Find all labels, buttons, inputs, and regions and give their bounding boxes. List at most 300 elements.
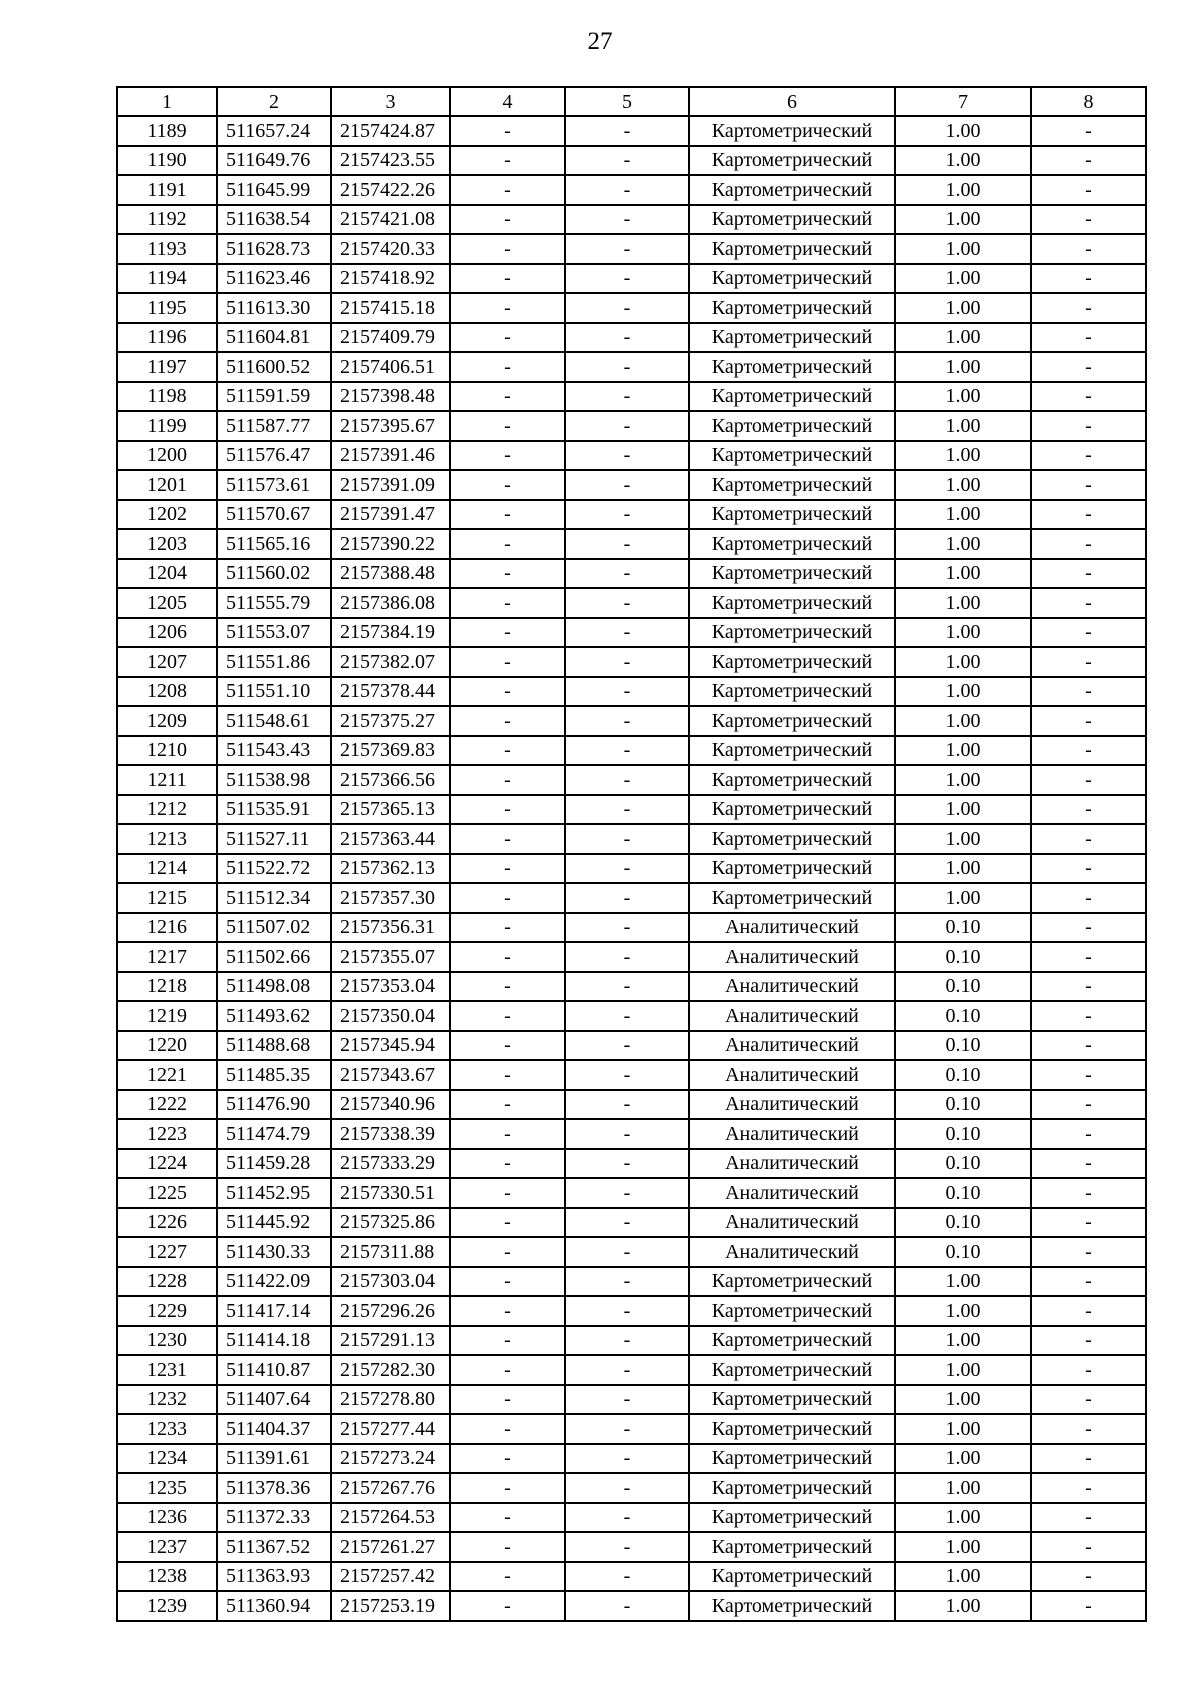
accuracy-cell: 1.00 [895, 765, 1031, 795]
accuracy-cell: 1.00 [895, 1385, 1031, 1415]
table-row [117, 205, 1146, 235]
column-5-cell: - [565, 529, 689, 559]
column-4-cell: - [450, 352, 565, 382]
y-coordinate-cell: 2157257.42 [331, 1562, 450, 1592]
point-number-cell: 1235 [117, 1473, 217, 1503]
column-8-cell: - [1031, 264, 1146, 294]
y-coordinate-cell: 2157384.19 [331, 618, 450, 648]
column-8-cell: - [1031, 175, 1146, 205]
column-4-cell: - [450, 1562, 565, 1592]
column-4-cell: - [450, 913, 565, 943]
column-4-cell: - [450, 382, 565, 412]
x-coordinate-cell: 511417.14 [217, 1296, 331, 1326]
point-number-cell: 1216 [117, 913, 217, 943]
method-cell: Аналитический [689, 1178, 895, 1208]
accuracy-cell: 0.10 [895, 1090, 1031, 1120]
column-5-cell: - [565, 205, 689, 235]
y-coordinate-cell: 2157356.31 [331, 913, 450, 943]
column-4-cell: - [450, 559, 565, 589]
column-4-cell: - [450, 618, 565, 648]
point-number-cell: 1200 [117, 441, 217, 471]
column-5-cell: - [565, 736, 689, 766]
column-5-cell: - [565, 1414, 689, 1444]
table-row [117, 1119, 1146, 1149]
column-4-cell: - [450, 854, 565, 884]
column-4-cell: - [450, 1532, 565, 1562]
accuracy-cell: 1.00 [895, 323, 1031, 353]
column-8-cell: - [1031, 854, 1146, 884]
table-row [117, 972, 1146, 1002]
y-coordinate-cell: 2157409.79 [331, 323, 450, 353]
y-coordinate-cell: 2157338.39 [331, 1119, 450, 1149]
column-8-cell: - [1031, 883, 1146, 913]
column-4-cell: - [450, 1591, 565, 1621]
y-coordinate-cell: 2157365.13 [331, 795, 450, 825]
method-cell: Картометрический [689, 1414, 895, 1444]
method-cell: Картометрический [689, 323, 895, 353]
column-4-cell: - [450, 1208, 565, 1238]
column-4-cell: - [450, 1503, 565, 1533]
x-coordinate-cell: 511600.52 [217, 352, 331, 382]
y-coordinate-cell: 2157418.92 [331, 264, 450, 294]
y-coordinate-cell: 2157420.33 [331, 234, 450, 264]
column-4-cell: - [450, 323, 565, 353]
point-number-cell: 1193 [117, 234, 217, 264]
point-number-cell: 1191 [117, 175, 217, 205]
x-coordinate-cell: 511367.52 [217, 1532, 331, 1562]
y-coordinate-cell: 2157357.30 [331, 883, 450, 913]
y-coordinate-cell: 2157398.48 [331, 382, 450, 412]
column-4-cell: - [450, 647, 565, 677]
method-cell: Картометрический [689, 175, 895, 205]
table-row [117, 234, 1146, 264]
column-4-cell: - [450, 529, 565, 559]
y-coordinate-cell: 2157303.04 [331, 1267, 450, 1297]
column-8-cell: - [1031, 1532, 1146, 1562]
column-4-cell: - [450, 1473, 565, 1503]
column-4-cell: - [450, 264, 565, 294]
point-number-cell: 1237 [117, 1532, 217, 1562]
column-8-cell: - [1031, 441, 1146, 471]
method-cell: Картометрический [689, 736, 895, 766]
x-coordinate-cell: 511649.76 [217, 146, 331, 176]
y-coordinate-cell: 2157406.51 [331, 352, 450, 382]
column-8-cell: - [1031, 795, 1146, 825]
table-row [117, 1385, 1146, 1415]
column-5-cell: - [565, 1119, 689, 1149]
x-coordinate-cell: 511538.98 [217, 765, 331, 795]
column-5-cell: - [565, 1385, 689, 1415]
accuracy-cell: 1.00 [895, 146, 1031, 176]
x-coordinate-cell: 511576.47 [217, 441, 331, 471]
method-cell: Картометрический [689, 1591, 895, 1621]
y-coordinate-cell: 2157388.48 [331, 559, 450, 589]
method-cell: Картометрический [689, 883, 895, 913]
point-number-cell: 1198 [117, 382, 217, 412]
column-8-cell: - [1031, 1001, 1146, 1031]
x-coordinate-cell: 511551.86 [217, 647, 331, 677]
column-4-cell: - [450, 234, 565, 264]
x-coordinate-cell: 511378.36 [217, 1473, 331, 1503]
column-5-cell: - [565, 1355, 689, 1385]
method-cell: Картометрический [689, 706, 895, 736]
column-5-cell: - [565, 1031, 689, 1061]
column-4-cell: - [450, 1267, 565, 1297]
accuracy-cell: 1.00 [895, 736, 1031, 766]
y-coordinate-cell: 2157343.67 [331, 1060, 450, 1090]
y-coordinate-cell: 2157386.08 [331, 588, 450, 618]
y-coordinate-cell: 2157362.13 [331, 854, 450, 884]
table-row [117, 1562, 1146, 1592]
point-number-cell: 1190 [117, 146, 217, 176]
column-5-cell: - [565, 913, 689, 943]
column-8-cell: - [1031, 1119, 1146, 1149]
y-coordinate-cell: 2157273.24 [331, 1444, 450, 1474]
column-4-cell: - [450, 1001, 565, 1031]
column-4-cell: - [450, 1031, 565, 1061]
point-number-cell: 1199 [117, 411, 217, 441]
table-row [117, 883, 1146, 913]
column-4-cell: - [450, 175, 565, 205]
column-5-cell: - [565, 1001, 689, 1031]
x-coordinate-cell: 511551.10 [217, 677, 331, 707]
column-8-cell: - [1031, 529, 1146, 559]
column-4-cell: - [450, 824, 565, 854]
y-coordinate-cell: 2157353.04 [331, 972, 450, 1002]
x-coordinate-cell: 511498.08 [217, 972, 331, 1002]
y-coordinate-cell: 2157340.96 [331, 1090, 450, 1120]
column-4-cell: - [450, 795, 565, 825]
column-5-cell: - [565, 824, 689, 854]
table-row [117, 1208, 1146, 1238]
accuracy-cell: 0.10 [895, 1149, 1031, 1179]
accuracy-cell: 1.00 [895, 883, 1031, 913]
table-row [117, 411, 1146, 441]
method-cell: Аналитический [689, 913, 895, 943]
table-row [117, 1237, 1146, 1267]
y-coordinate-cell: 2157378.44 [331, 677, 450, 707]
column-5-cell: - [565, 883, 689, 913]
point-number-cell: 1201 [117, 470, 217, 500]
column-header: 5 [565, 87, 689, 116]
column-8-cell: - [1031, 677, 1146, 707]
column-4-cell: - [450, 500, 565, 530]
table-row [117, 942, 1146, 972]
column-5-cell: - [565, 942, 689, 972]
table-row [117, 618, 1146, 648]
method-cell: Картометрический [689, 1444, 895, 1474]
table-row [117, 1473, 1146, 1503]
column-8-cell: - [1031, 470, 1146, 500]
table-row [117, 588, 1146, 618]
x-coordinate-cell: 511507.02 [217, 913, 331, 943]
y-coordinate-cell: 2157363.44 [331, 824, 450, 854]
column-8-cell: - [1031, 1178, 1146, 1208]
method-cell: Картометрический [689, 1385, 895, 1415]
table-row [117, 854, 1146, 884]
table-row [117, 352, 1146, 382]
accuracy-cell: 0.10 [895, 1031, 1031, 1061]
point-number-cell: 1196 [117, 323, 217, 353]
column-5-cell: - [565, 411, 689, 441]
point-number-cell: 1225 [117, 1178, 217, 1208]
table-row [117, 736, 1146, 766]
table-row [117, 1591, 1146, 1621]
table-row [117, 824, 1146, 854]
method-cell: Картометрический [689, 146, 895, 176]
method-cell: Аналитический [689, 1208, 895, 1238]
x-coordinate-cell: 511613.30 [217, 293, 331, 323]
point-number-cell: 1208 [117, 677, 217, 707]
method-cell: Картометрический [689, 647, 895, 677]
column-5-cell: - [565, 1591, 689, 1621]
column-8-cell: - [1031, 382, 1146, 412]
point-number-cell: 1236 [117, 1503, 217, 1533]
accuracy-cell: 1.00 [895, 1414, 1031, 1444]
point-number-cell: 1234 [117, 1444, 217, 1474]
x-coordinate-cell: 511363.93 [217, 1562, 331, 1592]
x-coordinate-cell: 511573.61 [217, 470, 331, 500]
x-coordinate-cell: 511555.79 [217, 588, 331, 618]
column-5-cell: - [565, 1562, 689, 1592]
point-number-cell: 1223 [117, 1119, 217, 1149]
table-row [117, 795, 1146, 825]
y-coordinate-cell: 2157375.27 [331, 706, 450, 736]
column-8-cell: - [1031, 618, 1146, 648]
point-number-cell: 1192 [117, 205, 217, 235]
point-number-cell: 1195 [117, 293, 217, 323]
table-row [117, 913, 1146, 943]
table-row [117, 765, 1146, 795]
column-8-cell: - [1031, 1355, 1146, 1385]
y-coordinate-cell: 2157333.29 [331, 1149, 450, 1179]
method-cell: Картометрический [689, 854, 895, 884]
column-4-cell: - [450, 588, 565, 618]
point-number-cell: 1238 [117, 1562, 217, 1592]
column-5-cell: - [565, 1178, 689, 1208]
column-header: 1 [117, 87, 217, 116]
column-8-cell: - [1031, 1444, 1146, 1474]
column-5-cell: - [565, 1326, 689, 1356]
x-coordinate-cell: 511587.77 [217, 411, 331, 441]
table-row [117, 1178, 1146, 1208]
accuracy-cell: 1.00 [895, 441, 1031, 471]
column-4-cell: - [450, 883, 565, 913]
column-5-cell: - [565, 293, 689, 323]
accuracy-cell: 1.00 [895, 529, 1031, 559]
point-number-cell: 1205 [117, 588, 217, 618]
method-cell: Картометрический [689, 529, 895, 559]
column-4-cell: - [450, 441, 565, 471]
method-cell: Картометрический [689, 795, 895, 825]
method-cell: Картометрический [689, 1326, 895, 1356]
column-4-cell: - [450, 205, 565, 235]
column-8-cell: - [1031, 234, 1146, 264]
y-coordinate-cell: 2157253.19 [331, 1591, 450, 1621]
y-coordinate-cell: 2157350.04 [331, 1001, 450, 1031]
x-coordinate-cell: 511474.79 [217, 1119, 331, 1149]
table-row [117, 146, 1146, 176]
column-5-cell: - [565, 1208, 689, 1238]
point-number-cell: 1204 [117, 559, 217, 589]
table-body [117, 116, 1146, 1621]
point-number-cell: 1231 [117, 1355, 217, 1385]
x-coordinate-cell: 511410.87 [217, 1355, 331, 1385]
point-number-cell: 1212 [117, 795, 217, 825]
table-row [117, 441, 1146, 471]
column-5-cell: - [565, 559, 689, 589]
column-8-cell: - [1031, 1503, 1146, 1533]
column-8-cell: - [1031, 411, 1146, 441]
x-coordinate-cell: 511445.92 [217, 1208, 331, 1238]
coordinates-table [116, 86, 1147, 1622]
method-cell: Картометрический [689, 264, 895, 294]
column-5-cell: - [565, 470, 689, 500]
column-8-cell: - [1031, 500, 1146, 530]
accuracy-cell: 1.00 [895, 205, 1031, 235]
table-row [117, 1090, 1146, 1120]
method-cell: Аналитический [689, 972, 895, 1002]
accuracy-cell: 1.00 [895, 677, 1031, 707]
column-5-cell: - [565, 588, 689, 618]
y-coordinate-cell: 2157325.86 [331, 1208, 450, 1238]
method-cell: Картометрический [689, 411, 895, 441]
method-cell: Картометрический [689, 470, 895, 500]
point-number-cell: 1227 [117, 1237, 217, 1267]
y-coordinate-cell: 2157391.47 [331, 500, 450, 530]
point-number-cell: 1226 [117, 1208, 217, 1238]
method-cell: Картометрический [689, 382, 895, 412]
column-4-cell: - [450, 411, 565, 441]
accuracy-cell: 1.00 [895, 1296, 1031, 1326]
column-5-cell: - [565, 116, 689, 146]
table-row [117, 500, 1146, 530]
point-number-cell: 1218 [117, 972, 217, 1002]
column-8-cell: - [1031, 1237, 1146, 1267]
column-8-cell: - [1031, 1149, 1146, 1179]
accuracy-cell: 1.00 [895, 1267, 1031, 1297]
table-row [117, 1296, 1146, 1326]
method-cell: Картометрический [689, 588, 895, 618]
method-cell: Картометрический [689, 1267, 895, 1297]
x-coordinate-cell: 511502.66 [217, 942, 331, 972]
x-coordinate-cell: 511404.37 [217, 1414, 331, 1444]
column-5-cell: - [565, 765, 689, 795]
method-cell: Картометрический [689, 500, 895, 530]
method-cell: Аналитический [689, 1149, 895, 1179]
accuracy-cell: 1.00 [895, 706, 1031, 736]
method-cell: Картометрический [689, 677, 895, 707]
y-coordinate-cell: 2157422.26 [331, 175, 450, 205]
x-coordinate-cell: 511430.33 [217, 1237, 331, 1267]
accuracy-cell: 1.00 [895, 1591, 1031, 1621]
column-4-cell: - [450, 677, 565, 707]
column-5-cell: - [565, 382, 689, 412]
y-coordinate-cell: 2157291.13 [331, 1326, 450, 1356]
table-row [117, 1031, 1146, 1061]
column-5-cell: - [565, 1060, 689, 1090]
table-header-row [117, 87, 1146, 116]
column-4-cell: - [450, 1149, 565, 1179]
x-coordinate-cell: 511565.16 [217, 529, 331, 559]
column-8-cell: - [1031, 146, 1146, 176]
column-5-cell: - [565, 146, 689, 176]
column-4-cell: - [450, 1119, 565, 1149]
column-8-cell: - [1031, 1060, 1146, 1090]
point-number-cell: 1203 [117, 529, 217, 559]
x-coordinate-cell: 511604.81 [217, 323, 331, 353]
column-8-cell: - [1031, 1296, 1146, 1326]
method-cell: Картометрический [689, 1503, 895, 1533]
column-5-cell: - [565, 1532, 689, 1562]
column-4-cell: - [450, 765, 565, 795]
column-8-cell: - [1031, 1473, 1146, 1503]
column-4-cell: - [450, 736, 565, 766]
column-8-cell: - [1031, 559, 1146, 589]
column-5-cell: - [565, 1473, 689, 1503]
column-4-cell: - [450, 293, 565, 323]
point-number-cell: 1207 [117, 647, 217, 677]
column-4-cell: - [450, 1355, 565, 1385]
x-coordinate-cell: 511391.61 [217, 1444, 331, 1474]
x-coordinate-cell: 511459.28 [217, 1149, 331, 1179]
accuracy-cell: 0.10 [895, 1178, 1031, 1208]
column-8-cell: - [1031, 824, 1146, 854]
method-cell: Картометрический [689, 293, 895, 323]
method-cell: Аналитический [689, 1090, 895, 1120]
column-header: 8 [1031, 87, 1146, 116]
column-4-cell: - [450, 146, 565, 176]
accuracy-cell: 1.00 [895, 175, 1031, 205]
column-5-cell: - [565, 500, 689, 530]
method-cell: Картометрический [689, 352, 895, 382]
accuracy-cell: 1.00 [895, 234, 1031, 264]
method-cell: Картометрический [689, 116, 895, 146]
accuracy-cell: 0.10 [895, 1119, 1031, 1149]
x-coordinate-cell: 511476.90 [217, 1090, 331, 1120]
column-header: 3 [331, 87, 450, 116]
column-4-cell: - [450, 116, 565, 146]
table-row [117, 1444, 1146, 1474]
column-8-cell: - [1031, 1031, 1146, 1061]
x-coordinate-cell: 511527.11 [217, 824, 331, 854]
method-cell: Картометрический [689, 205, 895, 235]
method-cell: Картометрический [689, 824, 895, 854]
table-row [117, 647, 1146, 677]
method-cell: Аналитический [689, 1119, 895, 1149]
x-coordinate-cell: 511493.62 [217, 1001, 331, 1031]
accuracy-cell: 0.10 [895, 1060, 1031, 1090]
y-coordinate-cell: 2157369.83 [331, 736, 450, 766]
column-8-cell: - [1031, 736, 1146, 766]
x-coordinate-cell: 511407.64 [217, 1385, 331, 1415]
method-cell: Картометрический [689, 618, 895, 648]
column-8-cell: - [1031, 323, 1146, 353]
y-coordinate-cell: 2157282.30 [331, 1355, 450, 1385]
table-row [117, 1355, 1146, 1385]
table-row [117, 1503, 1146, 1533]
column-4-cell: - [450, 1296, 565, 1326]
method-cell: Картометрический [689, 234, 895, 264]
accuracy-cell: 1.00 [895, 470, 1031, 500]
point-number-cell: 1239 [117, 1591, 217, 1621]
accuracy-cell: 1.00 [895, 382, 1031, 412]
method-cell: Картометрический [689, 1562, 895, 1592]
y-coordinate-cell: 2157267.76 [331, 1473, 450, 1503]
point-number-cell: 1224 [117, 1149, 217, 1179]
table-row [117, 323, 1146, 353]
accuracy-cell: 1.00 [895, 824, 1031, 854]
